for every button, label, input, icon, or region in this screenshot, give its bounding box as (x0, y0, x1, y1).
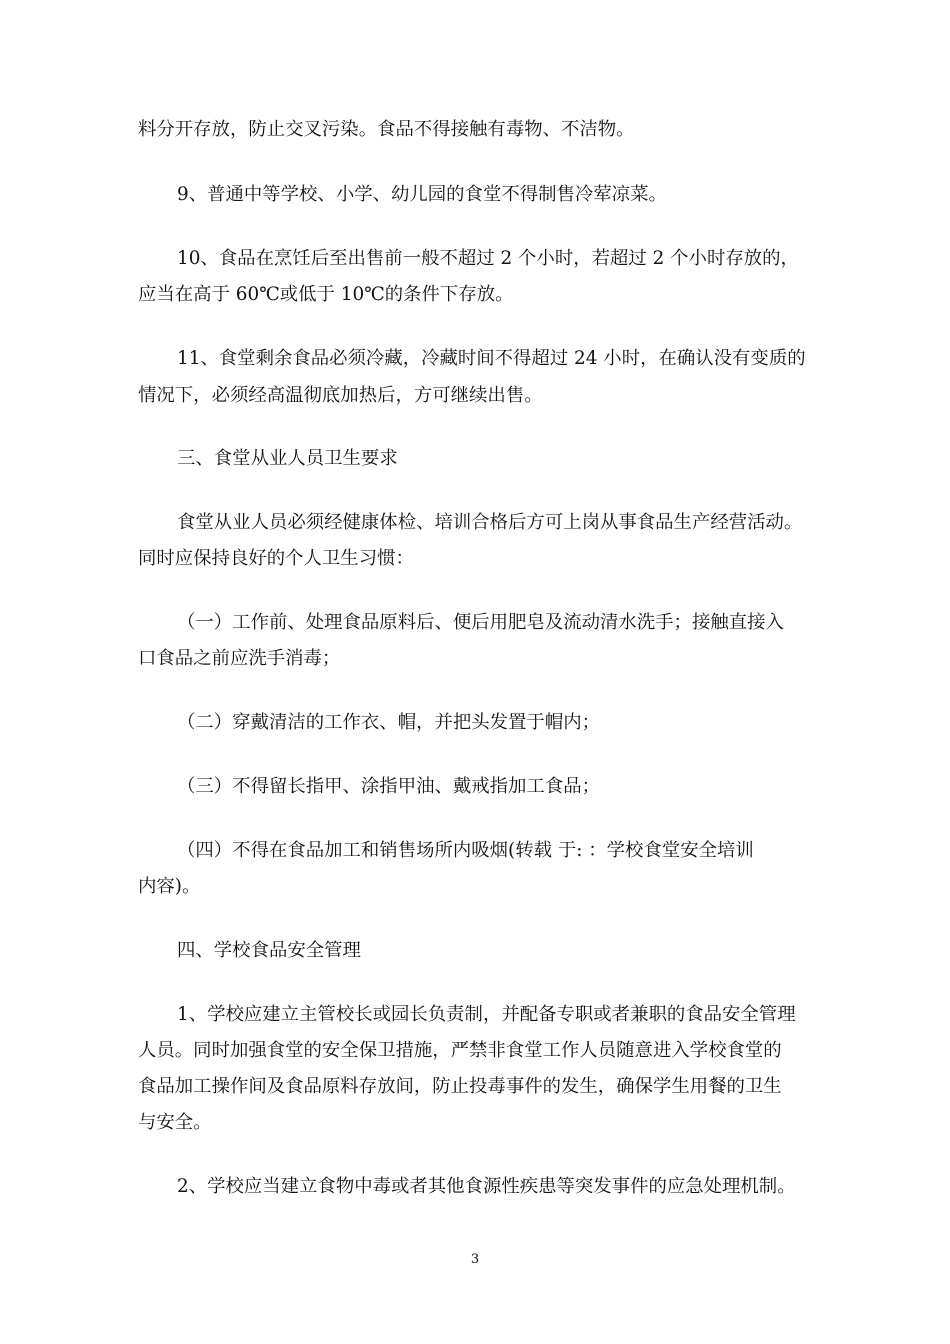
text-line: 食品加工操作间及食品原料存放间，防止投毒事件的发生，确保学生用餐的卫生 (138, 1076, 782, 1097)
section-heading: 三、食堂从业人员卫生要求 (177, 448, 398, 469)
text-line: 同时应保持良好的个人卫生习惯： (138, 548, 414, 569)
text-line: 1、学校应建立主管校长或园长负责制，并配备专职或者兼职的食品安全管理 (177, 1004, 796, 1025)
text-line: 与安全。 (138, 1112, 212, 1133)
text-line: （四）不得在食品加工和销售场所内吸烟(转载 于: ：学校食堂安全培训 (177, 840, 754, 861)
text-line: 口食品之前应洗手消毒； (138, 648, 341, 669)
text-line: （二）穿戴清洁的工作衣、帽，并把头发置于帽内； (177, 712, 600, 733)
section-heading: 四、学校食品安全管理 (177, 940, 361, 961)
text-line: 11、食堂剩余食品必须冷藏，冷藏时间不得超过 24 小时，在确认没有变质的 (177, 348, 806, 369)
text-line: 食堂从业人员必须经健康体检、培训合格后方可上岗从事食品生产经营活动。 (177, 512, 803, 533)
text-line: （三）不得留长指甲、涂指甲油、戴戒指加工食品； (177, 776, 600, 797)
text-line: 内容)。 (138, 876, 201, 897)
text-line: 情况下，必须经高温彻底加热后，方可继续出售。 (138, 385, 543, 406)
text-line: 9、普通中等学校、小学、幼儿园的食堂不得制售冷荤凉菜。 (177, 184, 667, 205)
text-line: 应当在高于 60℃或低于 10℃的条件下存放。 (138, 284, 514, 305)
text-line: 10、食品在烹饪后至出售前一般不超过 2 个小时，若超过 2 个小时存放的， (177, 248, 799, 269)
text-line: 2、学校应当建立食物中毒或者其他食源性疾患等突发事件的应急处理机制。 (177, 1176, 796, 1197)
page-number: 3 (470, 1252, 480, 1267)
text-line: 人员。同时加强食堂的安全保卫措施，严禁非食堂工作人员随意进入学校食堂的 (138, 1040, 782, 1061)
text-line: 料分开存放，防止交叉污染。食品不得接触有毒物、不洁物。 (138, 119, 635, 140)
text-line: （一）工作前、处理食品原料后、便后用肥皂及流动清水洗手；接触直接入 (177, 612, 784, 633)
